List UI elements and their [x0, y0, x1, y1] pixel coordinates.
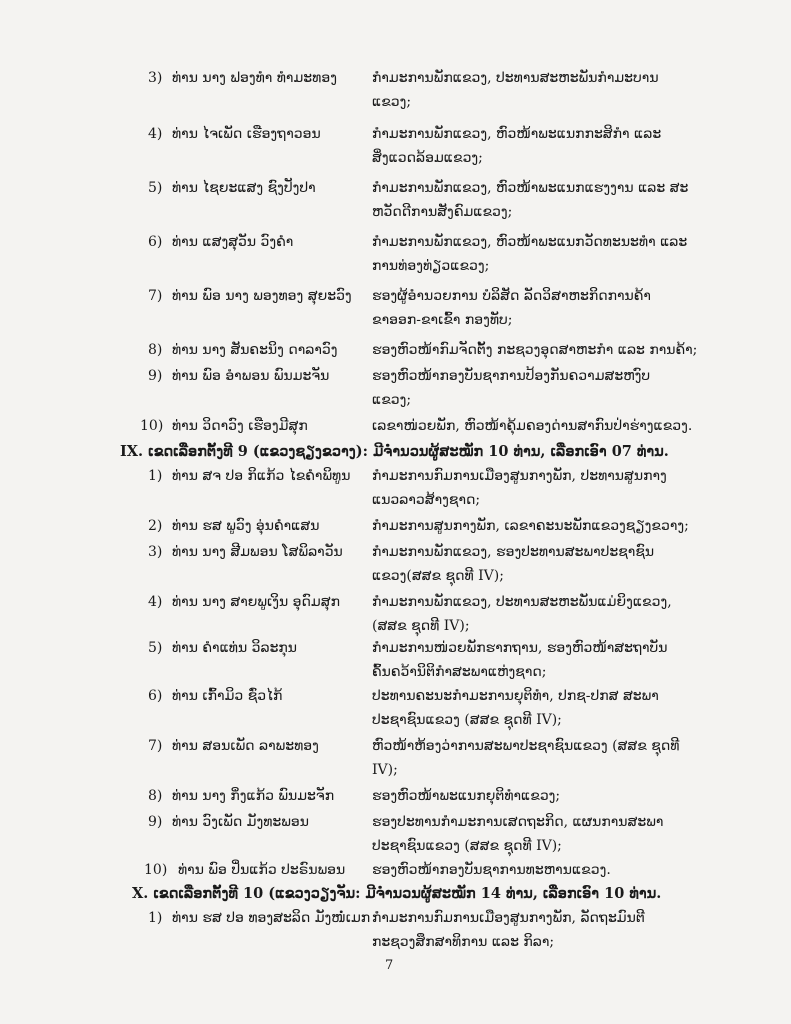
- candidate-position: ເລຂາໜ່ວຍພັກ, ຫົວໜ້າຄຸ້ມຄອງດ່ານສາກົນປ່າຮ່າງແຂວງ.: [372, 418, 693, 434]
- item-number: 10): [144, 862, 168, 878]
- candidate-name: ທ່ານ ສອນເພັດ ລາພະທອງ: [172, 738, 319, 754]
- list-item: [0, 784, 791, 810]
- item-number: 6): [148, 234, 163, 250]
- list-item: [0, 810, 791, 858]
- item-number: 6): [148, 688, 163, 704]
- candidate-position: ກຳມະການພັກແຂວງ, ປະທານສະຫະພັນກຳມະບານແຂວງ;: [372, 70, 659, 110]
- item-number: 3): [148, 70, 163, 86]
- item-number: 7): [148, 738, 163, 754]
- candidate-name: ທ່ານ ຮສ ພູວົງ ອຸ່ນຄຳແສນ: [172, 518, 320, 534]
- item-number: 10): [140, 418, 164, 434]
- item-number: 4): [148, 126, 163, 142]
- candidate-position: ຮອງປະທານກຳມະການເສດຖະກິດ, ແຜນການສະພາປະຊາຊົນແຂວງ (ສສຂ ຊຸດທີ IV);: [372, 814, 664, 854]
- item-number: 3): [148, 544, 163, 560]
- list-item: [0, 514, 791, 540]
- list-item: [0, 684, 791, 732]
- list-item: [0, 636, 791, 684]
- candidate-position: ຮອງຜູ້ອຳນວຍການ ບໍລິສັດ ລັດວິສາຫະກິດການຄ້າ ຂາອອກ-ຂາເຂົ້າ ກອງທັບ;: [372, 288, 651, 328]
- item-number: 4): [148, 594, 163, 610]
- candidate-position: ກຳມະການກົມການເມືອງສູນກາງພັກ, ປະທານສູນກາງແນວລາວສ້າງຊາດ;: [372, 468, 667, 508]
- candidate-position: ກຳມະການກົມການເມືອງສູນກາງພັກ, ລັດຖະມົນຕີກະຊວງສຶກສາທິການ ແລະ ກິລາ;: [372, 910, 645, 950]
- candidate-position: ຮອງຫົວໜ້າກອງບັນຊາການທະຫານແຂວງ.: [372, 862, 611, 878]
- list-item: [0, 464, 791, 512]
- item-number: 5): [148, 180, 163, 196]
- candidate-name: ທ່ານ ເກົ້າມິວ ຊົ່ວໄກ້: [172, 688, 283, 704]
- list-item: [0, 590, 791, 638]
- list-item: [0, 230, 791, 280]
- candidate-name: ທ່ານ ນາງ ສັນຄະນິງ ດາລາວົງ: [172, 342, 338, 358]
- item-number: 2): [148, 518, 163, 534]
- list-item: [0, 122, 791, 172]
- list-item: [0, 338, 791, 364]
- list-item: [0, 734, 791, 782]
- candidate-position: ຮອງຫົວໜ້າພະແນກຍຸຕິທຳແຂວງ;: [372, 788, 561, 804]
- candidate-name: ທ່ານ ນາງ ຟອງທຳ ທຳມະທອງ: [172, 70, 337, 86]
- item-number: 1): [148, 468, 163, 484]
- list-item: [0, 176, 791, 226]
- candidate-name: ທ່ານ ແສງສຸວັນ ວົງຄຳ: [172, 234, 294, 250]
- candidate-name: ທ່ານ ວົງເພັດ ມັງທະພອນ: [172, 814, 309, 830]
- list-item: [0, 414, 791, 440]
- item-number: 8): [148, 342, 163, 358]
- list-item: [0, 66, 791, 116]
- item-number: 1): [148, 910, 163, 926]
- candidate-position: ກຳມະການພັກແຂວງ, ຮອງປະທານສະພາປະຊາຊົນແຂວງ(ສສຂ ຊຸດທີ IV);: [372, 544, 655, 584]
- candidate-name: ທ່ານ ສຈ ປອ ກິແກ້ວ ໄຂຄຳພິທູນ: [172, 468, 351, 484]
- item-number: 8): [148, 788, 163, 804]
- candidate-position: ຫົວໜ້າຫ້ອງວ່າການສະພາປະຊາຊົນແຂວງ (ສສຂ ຊຸດທີ IV);: [372, 738, 680, 778]
- list-item: [0, 540, 791, 588]
- list-item: [0, 858, 791, 884]
- candidate-position: ກຳມະການພັກແຂວງ, ຫົວໜ້າພະແນກກະສິກຳ ແລະ ສິ່ງແວດລ້ອມແຂວງ;: [372, 126, 662, 166]
- candidate-name: ທ່ານ ນາງ ກິ່ງແກ້ວ ພົນມະຈັກ: [172, 788, 335, 804]
- section-heading: IX. ເຂດເລືອກຕັ້ງທີ 9 (ແຂວງຊຽງຂວາງ): ມີຈຳນວນຜູ້ສະໝັກ 10 ທ່ານ, ເລືອກເອົາ 07 ທ່ານ.: [120, 443, 669, 460]
- item-number: 7): [148, 288, 163, 304]
- candidate-name: ທ່ານ ໄຊຍະແສງ ຊົງປັງປາ: [172, 180, 316, 196]
- candidate-position: ກຳມະການພັກແຂວງ, ຫົວໜ້າພະແນກວັດທະນະທຳ ແລະ ການທ່ອງທ່ຽວແຂວງ;: [372, 234, 688, 274]
- item-number: 5): [148, 640, 163, 656]
- page-number: 7: [385, 958, 394, 973]
- section-heading: X. ເຂດເລືອກຕັ້ງທີ 10 (ແຂວງວຽງຈັນ: ມີຈຳນວນຜູ້ສະໝັກ 14 ທ່ານ, ເລືອກເອົາ 10 ທ່ານ.: [132, 885, 662, 902]
- item-number: 9): [148, 814, 163, 830]
- candidate-position: ກຳມະການສູນກາງພັກ, ເລຂາຄະນະພັກແຂວງຊຽງຂວາງ;: [372, 518, 689, 534]
- candidate-position: ກຳມະການໜ່ວຍພັກຮາກຖານ, ຮອງຫົວໜ້າສະຖາບັນຄົ້ນຄວ້ານິຕິກຳສະພາແຫ່ງຊາດ;: [372, 640, 668, 680]
- candidate-name: ທ່ານ ນາງ ສີມພອນ ໂສພິລາວັນ: [172, 544, 343, 560]
- candidate-name: ທ່ານ ພົອ ປິ່ນແກ້ວ ປະຣົນພອນ: [178, 862, 346, 878]
- candidate-position: ປະທານຄະນະກຳມະການຍຸຕິທຳ, ປກຊ-ປກສ ສະພາປະຊາຊົນແຂວງ (ສສຂ ຊຸດທີ IV);: [372, 688, 659, 728]
- candidate-name: ທ່ານ ພົອ ນາງ ພອງທອງ ສຸຍະວົງ: [172, 288, 352, 304]
- candidate-position: ຮອງຫົວໜ້າກົມຈັດຕັ້ງ ກະຊວງອຸດສາຫະກຳ ແລະ ການຄ້າ;: [372, 342, 698, 358]
- candidate-position: ກຳມະການພັກແຂວງ, ປະທານສະຫະພັນແມ່ຍິງແຂວງ, (ສສຂ ຊຸດທີ IV);: [372, 594, 672, 634]
- candidate-name: ທ່ານ ຮສ ປອ ທອງສະລິດ ມັງໜໍ່ເມກ: [172, 910, 371, 926]
- list-item: [0, 906, 791, 954]
- list-item: [0, 284, 791, 334]
- candidate-name: ທ່ານ ວິດາວົງ ເຮືອງມີສຸກ: [172, 418, 308, 434]
- candidate-name: ທ່ານ ພົອ ອຳພອນ ພົນມະຈັນ: [172, 368, 330, 384]
- item-number: 9): [148, 368, 163, 384]
- candidate-name: ທ່ານ ໄຈເພັດ ເຮືອງຖາວອນ: [172, 126, 321, 142]
- candidate-position: ກຳມະການພັກແຂວງ, ຫົວໜ້າພະແນກແຮງງານ ແລະ ສະຫວັດດີການສັງຄົມແຂວງ;: [372, 180, 689, 220]
- candidate-position: ຮອງຫົວໜ້າກອງບັນຊາການປ້ອງກັນຄວາມສະຫງົບແຂວງ;: [372, 368, 651, 408]
- candidate-name: ທ່ານ ນາງ ສາຍພູເງິນ ອຸດົມສຸກ: [172, 594, 340, 610]
- list-item: [0, 364, 791, 414]
- candidate-name: ທ່ານ ຄຳແທ່ນ ວິລະກຸນ: [172, 640, 298, 656]
